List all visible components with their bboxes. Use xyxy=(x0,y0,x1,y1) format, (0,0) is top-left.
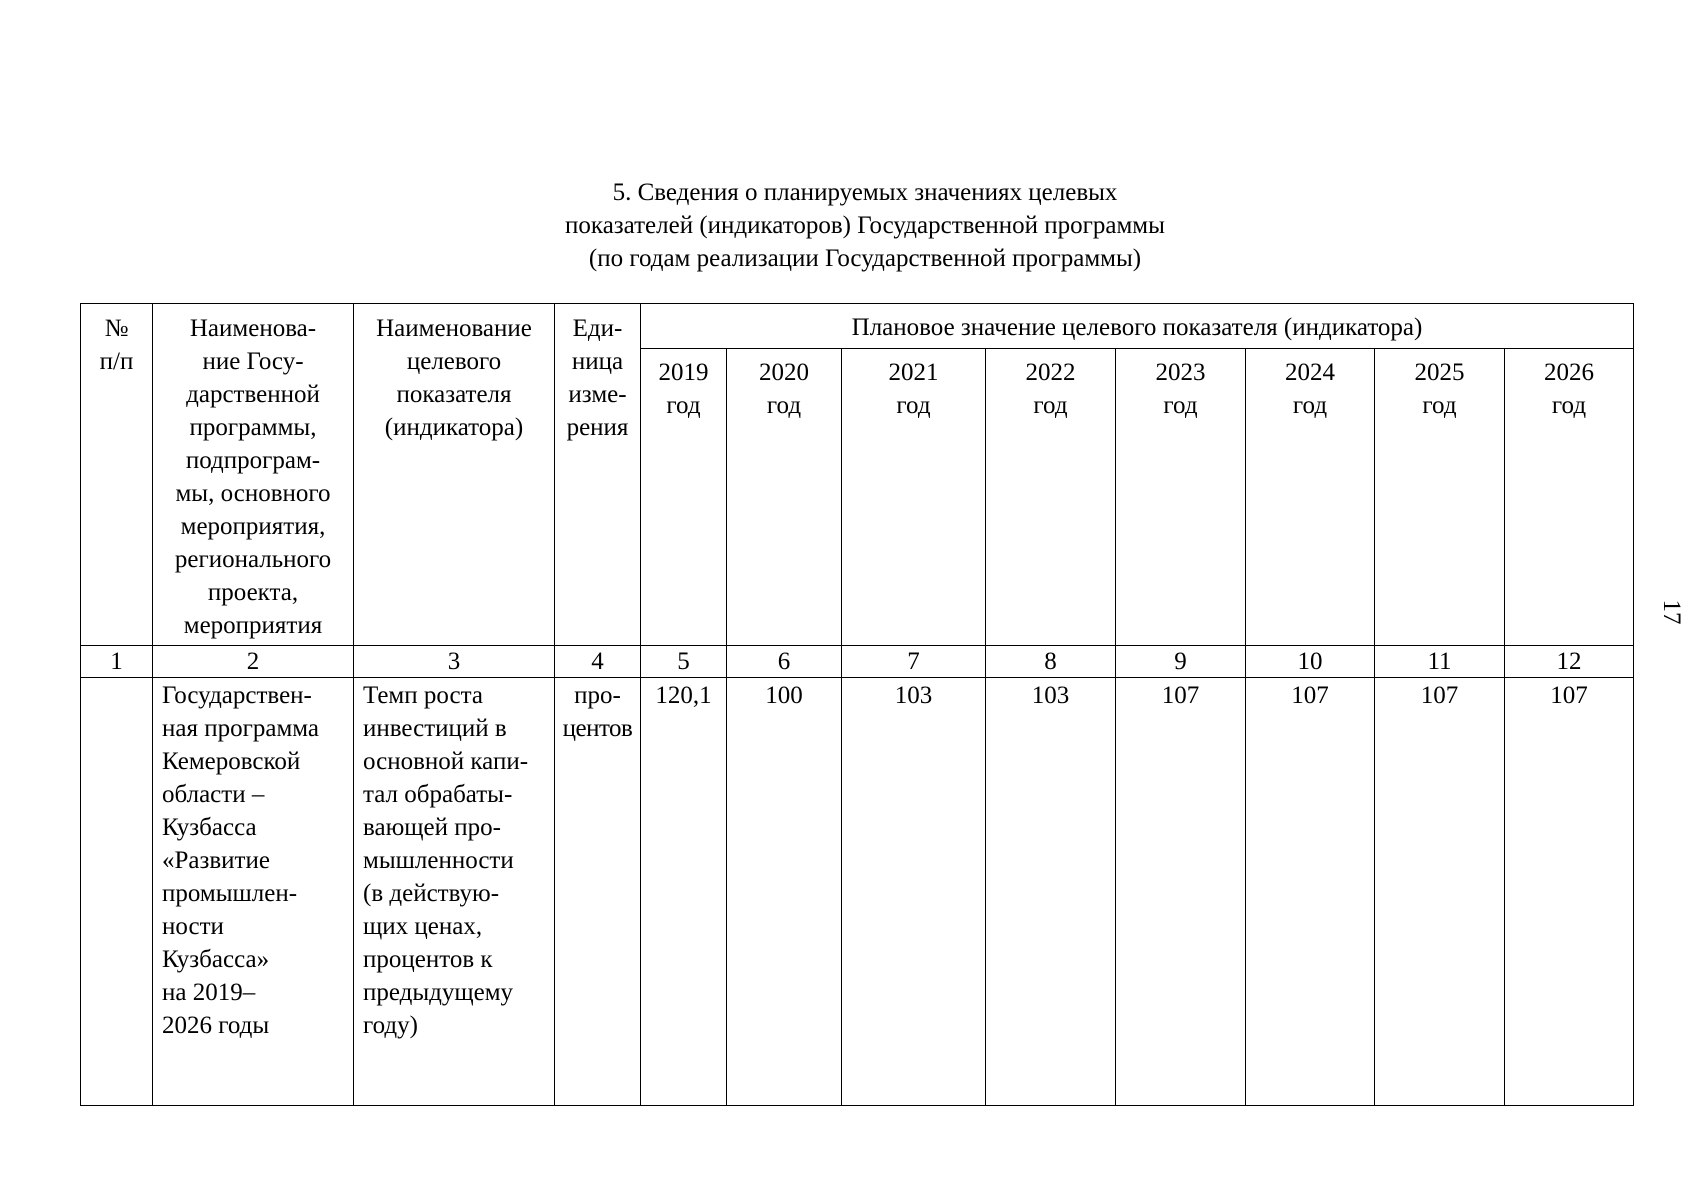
value-2020: 100 xyxy=(727,678,842,1106)
title-line-1: 5. Сведения о планируемых значениях целевых xyxy=(612,179,1118,206)
program-name-line: Государствен- xyxy=(162,682,312,709)
year-label: 2024 xyxy=(1285,359,1335,386)
header-program-line: регионального xyxy=(174,546,332,573)
indicator-name-line: (в действую- xyxy=(363,880,500,907)
header-unit-line: ница xyxy=(571,348,624,375)
document-title xyxy=(0,176,1697,275)
header-program-line: дарственной xyxy=(186,381,320,408)
header-year-2020 xyxy=(727,349,842,646)
year-label: 2021 xyxy=(888,359,939,386)
table-row xyxy=(81,678,1634,1106)
indicator-name-line: процентов к xyxy=(363,946,493,973)
program-name-line: ности xyxy=(162,913,224,940)
indicator-name-line: предыдущему xyxy=(363,979,514,1006)
year-label: 2022 xyxy=(1025,359,1076,386)
year-label: 2026 xyxy=(1544,359,1594,386)
year-unit: год xyxy=(766,392,802,419)
header-indicator-line: (индикатора) xyxy=(384,414,524,441)
indicator-name-line: тал обрабаты- xyxy=(363,781,513,808)
header-indicator-name xyxy=(354,304,555,646)
indicator-name-line: основной капи- xyxy=(363,748,529,775)
value-2023: 107 xyxy=(1116,678,1246,1106)
indicator-name-line: инвестиций в xyxy=(363,715,507,742)
indicator-name-line: щих ценах, xyxy=(363,913,483,940)
header-indicator-line: Наименование xyxy=(376,315,532,342)
page-number: 17 xyxy=(1658,599,1685,625)
year-unit: год xyxy=(1422,392,1457,419)
program-name-line: 2026 годы xyxy=(162,1012,270,1039)
header-unit-line: рения xyxy=(566,414,629,441)
row-indicator-name xyxy=(354,678,555,1106)
column-number: 6 xyxy=(727,646,842,678)
header-program-line: Наименова- xyxy=(189,315,317,342)
value-2026: 107 xyxy=(1505,678,1634,1106)
program-name-line: промышлен- xyxy=(162,880,298,907)
year-label: 2019 xyxy=(658,359,709,386)
header-number-line: № xyxy=(104,315,129,342)
program-name-line: Кузбасса» xyxy=(162,946,270,973)
column-number: 12 xyxy=(1505,646,1634,678)
title-line-2: показателей (индикаторов) Государственной программы xyxy=(565,212,1165,239)
indicator-name-line: году) xyxy=(363,1012,418,1039)
header-year-2025 xyxy=(1375,349,1505,646)
header-indicator-line: целевого xyxy=(406,348,502,375)
indicator-name-line: Темп роста xyxy=(363,682,483,709)
header-indicator-line: показателя xyxy=(396,381,512,408)
header-unit xyxy=(555,304,641,646)
table-header xyxy=(80,303,1634,646)
column-number: 8 xyxy=(986,646,1116,678)
column-number: 11 xyxy=(1375,646,1505,678)
column-number: 3 xyxy=(354,646,555,678)
header-program-line: мероприятия xyxy=(183,612,323,639)
program-name-line: на 2019– xyxy=(162,979,256,1006)
header-unit-line: Еди- xyxy=(572,315,623,342)
header-year-2024 xyxy=(1246,349,1375,646)
column-number: 5 xyxy=(641,646,727,678)
year-label: 2020 xyxy=(759,359,809,386)
header-program-line: мы, основного xyxy=(175,480,331,507)
program-name-line: Кузбасса xyxy=(162,814,257,841)
unit-line: про- xyxy=(574,682,621,709)
program-name-line: Кемеровской xyxy=(162,748,301,775)
column-number: 10 xyxy=(1246,646,1375,678)
year-unit: год xyxy=(896,392,931,419)
year-label: 2023 xyxy=(1155,359,1206,386)
header-year-2026 xyxy=(1505,349,1634,646)
program-name-line: области – xyxy=(162,781,265,808)
header-year-2021 xyxy=(842,349,986,646)
value-2019: 120,1 xyxy=(641,678,727,1106)
header-program-line: проекта, xyxy=(207,579,299,606)
indicator-name-line: вающей про- xyxy=(363,814,501,841)
title-line-3: (по годам реализации Государственной программы) xyxy=(588,245,1142,272)
value-2022: 103 xyxy=(986,678,1116,1106)
header-year-2022 xyxy=(986,349,1116,646)
value-2021: 103 xyxy=(842,678,986,1106)
value-2024: 107 xyxy=(1246,678,1375,1106)
value-2025: 107 xyxy=(1375,678,1505,1106)
year-unit: год xyxy=(1551,392,1587,419)
year-unit: год xyxy=(666,392,701,419)
header-plan-group: Плановое значение целевого показателя (индикатора) xyxy=(641,304,1634,349)
header-year-2019 xyxy=(641,349,727,646)
header-year-2023 xyxy=(1116,349,1246,646)
year-unit: год xyxy=(1033,392,1068,419)
indicator-name-line: мышленности xyxy=(363,847,514,874)
program-name-line: «Развитие xyxy=(162,847,270,874)
column-number: 2 xyxy=(153,646,354,678)
unit-line: центов xyxy=(562,715,633,742)
header-program-line: ние Госу- xyxy=(202,348,304,375)
header-program-line: подпрограм- xyxy=(185,447,321,474)
column-number: 4 xyxy=(555,646,641,678)
row-number xyxy=(81,678,153,1106)
column-number: 1 xyxy=(81,646,153,678)
header-unit-line: изме- xyxy=(568,381,627,408)
year-unit: год xyxy=(1292,392,1328,419)
column-number: 9 xyxy=(1116,646,1246,678)
header-program-name xyxy=(153,304,354,646)
year-label: 2025 xyxy=(1414,359,1465,386)
table-body xyxy=(80,645,1634,1106)
column-number: 7 xyxy=(842,646,986,678)
year-unit: год xyxy=(1163,392,1198,419)
program-name-line: ная программа xyxy=(162,715,320,742)
row-unit xyxy=(555,678,641,1106)
column-number-row xyxy=(81,646,1634,678)
header-program-line: программы, xyxy=(189,414,317,441)
row-program-name xyxy=(153,678,354,1106)
header-program-line: мероприятия, xyxy=(180,513,326,540)
header-number xyxy=(81,304,153,646)
header-number-line: п/п xyxy=(99,348,134,375)
